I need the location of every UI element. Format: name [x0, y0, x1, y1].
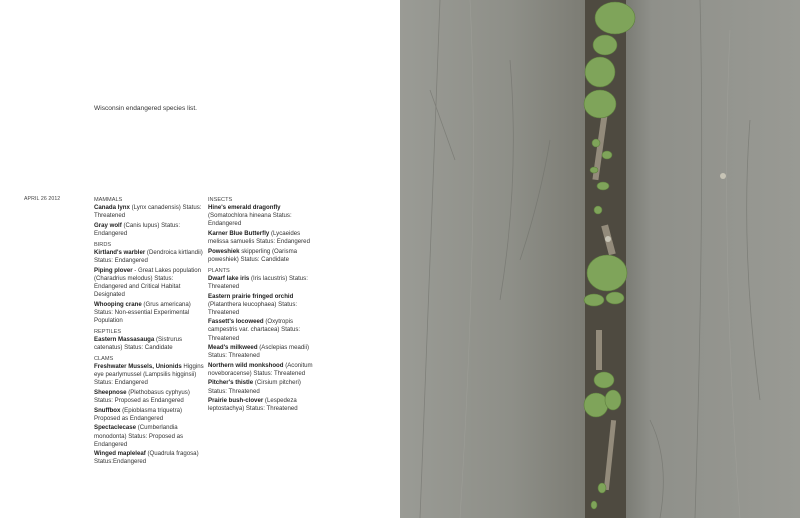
species-entry — [208, 204, 320, 228]
species-name: Whooping crane — [94, 300, 142, 308]
wood-boards-photo — [400, 0, 800, 518]
species-details: (Cirsium pitcheri) Status: Threatened — [208, 379, 301, 395]
species-name: Freshwater Mussels, Unionids — [94, 363, 182, 371]
category-heading: CLAMS — [94, 356, 114, 363]
species-details: (Quadrula fragosa) Status:Endangered — [94, 450, 199, 466]
species-details: (Iris lacustris) Status: Threatened — [208, 274, 308, 290]
species-details: (Dendroica kirtlandii) Status: Endangered — [94, 249, 203, 265]
species-entry — [94, 267, 204, 299]
category-heading: REPTILES — [94, 328, 122, 335]
species-name: Eastern Massasauga — [94, 336, 155, 343]
species-name: Mead's milkweed — [208, 344, 258, 352]
species-details: (Grus americana) Status: Non-essential Experimental Population — [94, 300, 191, 324]
species-details: Higgins eye pearlymussel (Lampsilis higginsii) Status: Endangered — [94, 363, 204, 387]
species-name: Sheepnose — [94, 389, 127, 397]
species-name: Spectaclecase — [94, 424, 137, 432]
category-heading: BIRDS — [94, 241, 112, 248]
species-entry — [94, 222, 204, 238]
species-entry — [208, 344, 320, 360]
species-entry — [208, 397, 320, 413]
right-board — [626, 0, 800, 518]
species-entry — [208, 379, 320, 395]
species-name: Piping plover — [94, 266, 133, 274]
species-entry — [94, 424, 204, 448]
category-heading: PLANTS — [208, 267, 230, 274]
species-name: Kirtland's warbler — [94, 249, 146, 257]
species-entry — [208, 275, 320, 291]
species-details: skipperling (Oarisma poweshiek) Status: Candidate — [208, 247, 298, 263]
species-entry — [94, 249, 204, 265]
date-label: APRIL 26 2012 — [24, 196, 61, 202]
species-name: Dwarf lake iris — [208, 274, 250, 282]
species-name: Pitcher's thistle — [208, 379, 254, 387]
species-details: (Cumberlandia monodonta) Status: Proposed as Endangered — [94, 424, 184, 448]
species-entry — [208, 230, 320, 246]
species-details: (Epioblasma triquetra) Proposed as Endangered — [94, 406, 183, 422]
species-details: (Aconitum noveboracense) Status: Threatened — [208, 361, 313, 377]
species-name: Eastern prairie fringed orchid — [208, 292, 294, 300]
species-name: Poweshiek — [208, 247, 240, 255]
category-heading: MAMMALS — [94, 197, 123, 203]
species-entry — [94, 363, 204, 387]
species-details: (Somatochlora hineana Status: Endangered — [208, 212, 292, 228]
left-board — [400, 0, 585, 518]
page-heading: Wisconsin endangered species list. — [94, 105, 197, 112]
species-details: (Lycaeides melissa samuelis Status: Endangered — [208, 229, 310, 245]
species-details: - Great Lakes population (Charadrius melodus) Status: Endangered and Critical Habitat Designated — [94, 266, 202, 299]
species-entry — [94, 407, 204, 423]
species-details: (Canis lupus) Status: Endangered — [94, 221, 181, 237]
species-details: (Lynx canadensis) Status: Threatened — [94, 204, 202, 220]
species-entry — [208, 293, 320, 317]
species-name: Prairie bush-clover — [208, 397, 264, 405]
species-details: (Asclepias meadii) Status: Threatened — [208, 344, 310, 360]
species-name: Winged mapleleaf — [94, 450, 146, 458]
category-heading: INSECTS — [208, 197, 233, 203]
species-details: (Sistrurus catenatus) Status: Candidate — [94, 336, 183, 352]
species-details: (Lespedeza leptostachya) Status: Threatened — [208, 397, 298, 413]
species-details: (Plethobasus cyphyus) Status: Proposed as Endangered — [94, 389, 190, 405]
species-entry — [94, 389, 204, 405]
species-entry — [208, 248, 320, 264]
species-entry — [94, 336, 204, 352]
species-name: Northern wild monkshood — [208, 361, 284, 369]
species-column-2 — [208, 196, 320, 415]
species-details: (Platanthera leucophaea) Status: Threatened — [208, 300, 298, 316]
species-name: Gray wolf — [94, 221, 122, 229]
species-name: Fassett's locoweed — [208, 318, 264, 326]
species-entry — [94, 301, 204, 325]
species-name: Karner Blue Butterfly — [208, 229, 270, 237]
species-name: Snuffbox — [94, 406, 121, 414]
species-entry — [208, 318, 320, 342]
species-name: Canada lynx — [94, 204, 130, 212]
species-name: Hine's emerald dragonfly — [208, 204, 281, 212]
species-entry — [94, 204, 204, 220]
species-column-1 — [94, 196, 204, 468]
species-entry — [208, 362, 320, 378]
species-details: (Oxytropis campestris var. chartacea) Status: Threatened — [208, 318, 301, 342]
species-entry — [94, 450, 204, 466]
